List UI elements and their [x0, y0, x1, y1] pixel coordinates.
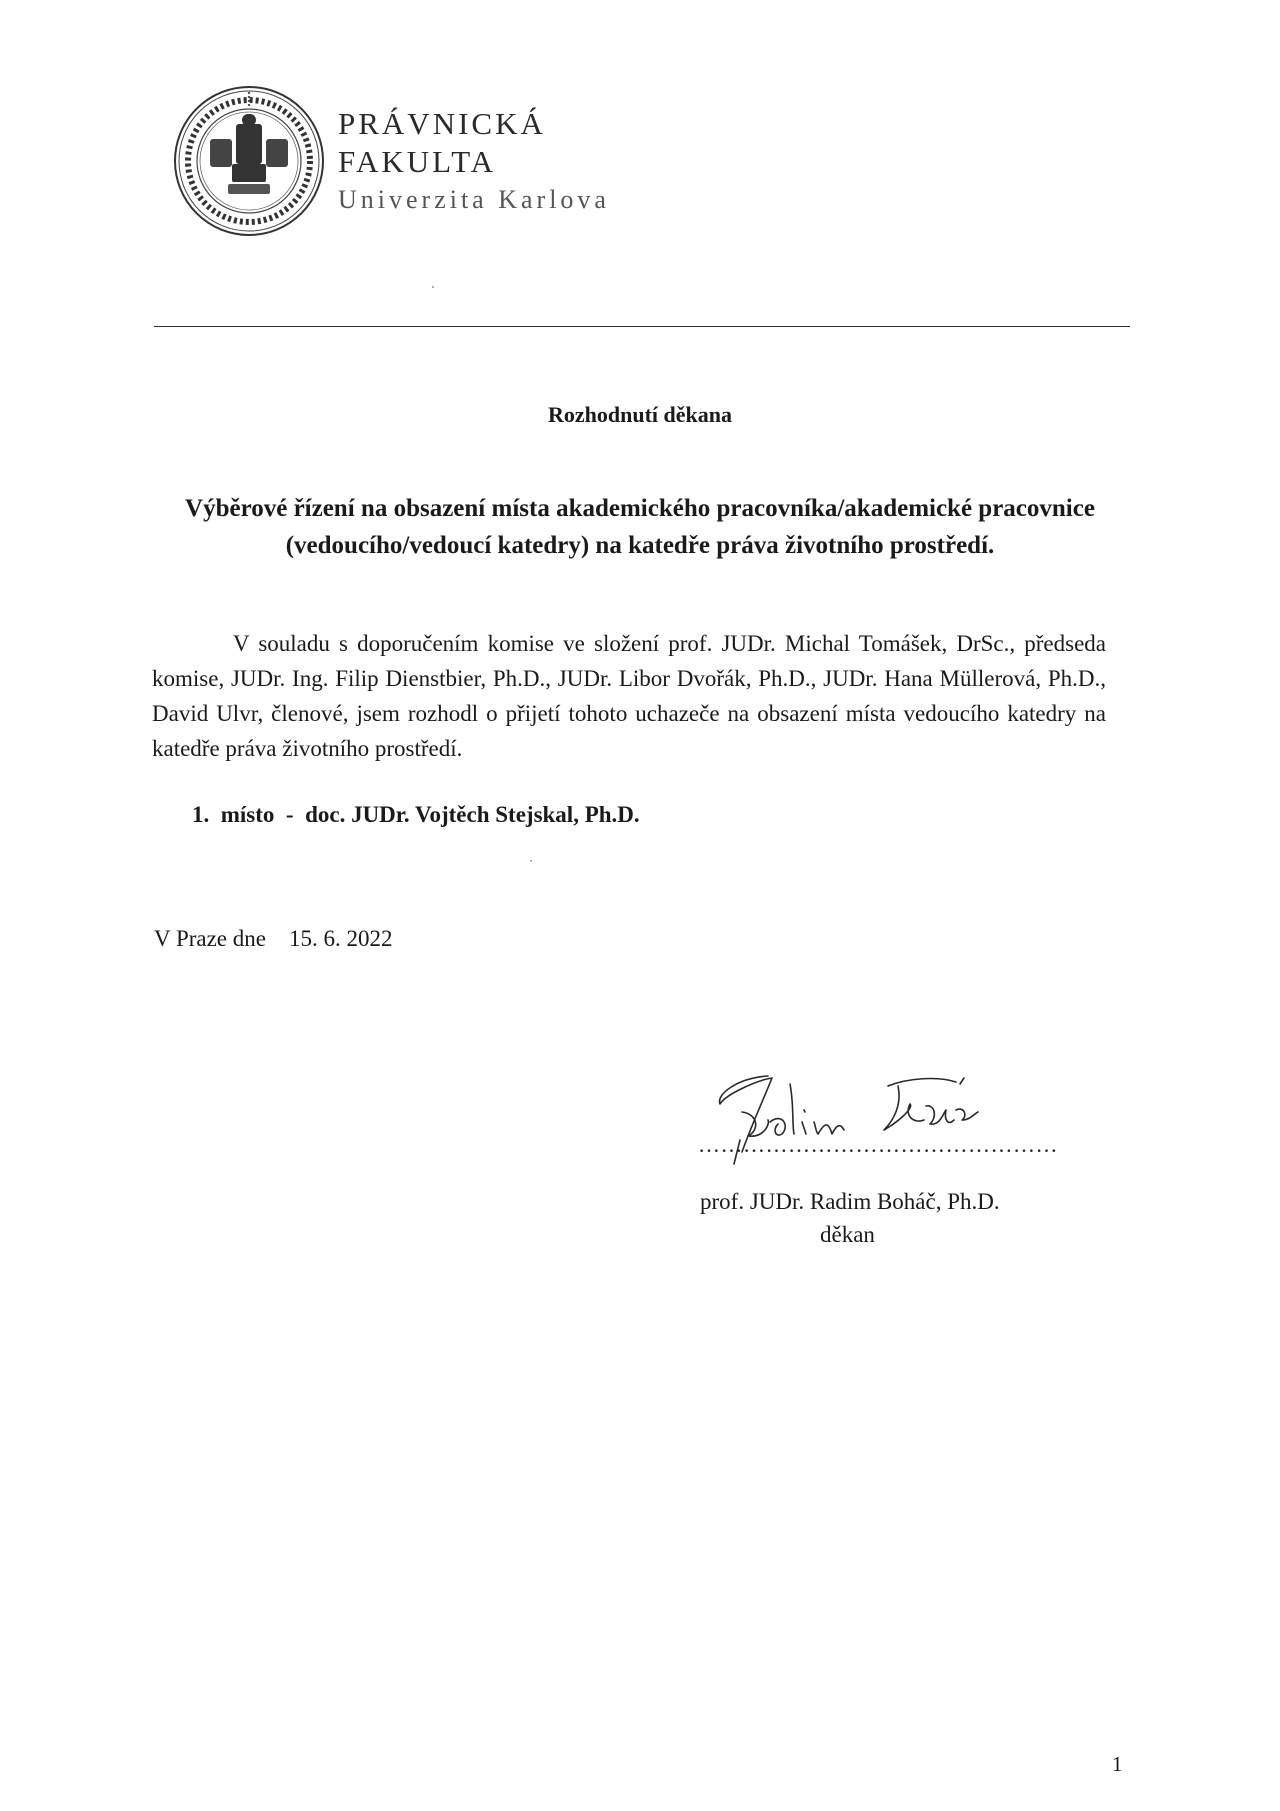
faculty-header — [338, 108, 610, 213]
decision-body: V souladu s doporučením komise ve složení prof. JUDr. Michal Tomášek, DrSc., předseda komise, JUDr. Ing. Filip Dienstbier, Ph.D., JUDr. Libor Dvořák, Ph.D., JUDr. Hana Müllerová, Ph.D., David Ulvr, členové, jsem rozhodl o přijetí tohoto uchazeče na obsazení místa vedoucího katedry na katedře práva životního prostředí. — [152, 631, 1106, 761]
place-and-date: V Praze dne 15. 6. 2022 — [154, 926, 393, 951]
selected-candidate: 1. místo - doc. JUDr. Vojtěch Stejskal, Ph.D. — [192, 802, 640, 827]
signer-role: děkan — [820, 1222, 875, 1247]
page-number: 1 — [1112, 1752, 1123, 1776]
document-title: Výběrové řízení na obsazení místa akademického pracovníka/akademické pracovnice (vedoucího/vedoucí katedry) na katedře práva životního prostředí. — [185, 495, 1095, 559]
faculty-name-line1: PRÁVNICKÁ — [338, 106, 546, 141]
scan-speck — [432, 286, 434, 288]
document-heading: Rozhodnutí děkana — [547, 402, 732, 427]
university-seal — [172, 84, 326, 238]
university-name: Univerzita Karlova — [338, 185, 610, 214]
header-divider — [154, 326, 1130, 327]
faculty-name-line2: FAKULTA — [338, 144, 497, 179]
signer-name: prof. JUDr. Radim Boháč, Ph.D. — [700, 1189, 1000, 1214]
scan-speck — [530, 860, 532, 862]
signature-line: ………………………………………… — [698, 1132, 1058, 1157]
